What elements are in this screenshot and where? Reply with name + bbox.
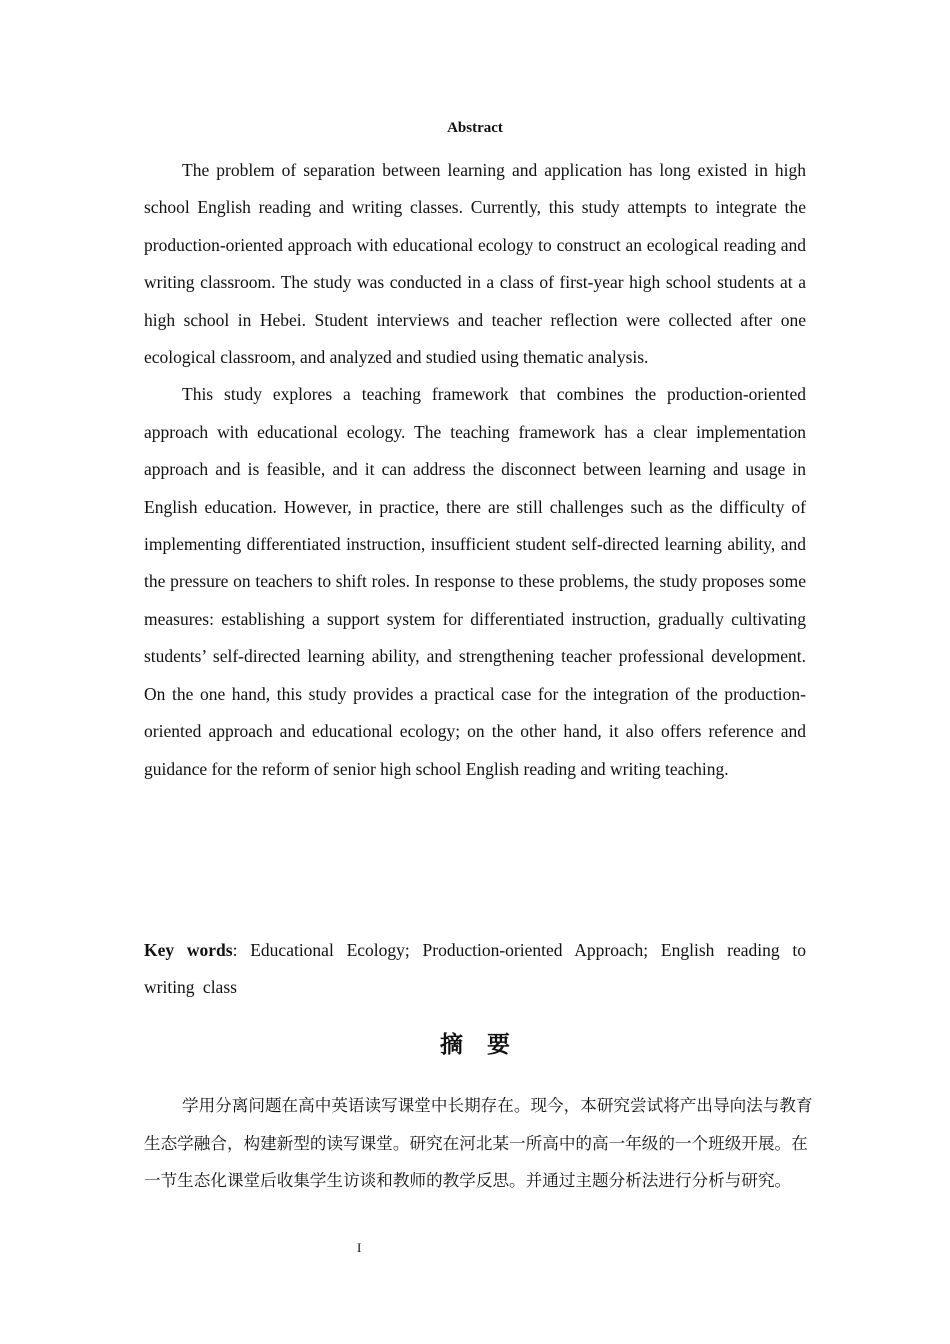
abstract-heading: Abstract xyxy=(447,120,503,136)
keywords-label: Key words xyxy=(144,940,233,960)
keywords-text: Educational Ecology; Production-oriented Approach; English reading to writing class xyxy=(144,940,806,998)
chinese-abstract-paragraph-1: 学用分离问题在高中英语读写课堂中长期存在。现今，本研究尝试将产出导向法与教育生态学融合，构建新型的读写课堂。研究在河北某一所高中的高一年级的一个班级开展。在一节生态化课堂后收集学生访谈和教师的教学反思。并通过主题分析法进行分析与研究。 xyxy=(144,1096,813,1190)
abstract-paragraph-1: The problem of separation between learning and application has long existed in high school English reading and writing classes. Currently, this study attempts to integrate the production-oriented approach with educational ecology to construct an ecological reading and writing classroom. The study was conducted in a class of first-year high school students at a high school in Hebei. Student interviews and teacher reflection were collected after one ecological classroom, and analyzed and studied using thematic analysis. xyxy=(144,160,806,368)
page-number: I xyxy=(357,1240,362,1255)
chinese-abstract-body xyxy=(144,1087,820,1200)
abstract-body xyxy=(144,152,806,788)
keywords-separator: : xyxy=(232,940,251,960)
chinese-abstract-heading: 摘要 xyxy=(440,1032,534,1058)
keywords-line xyxy=(144,932,806,1007)
abstract-paragraph-2: This study explores a teaching framework that combines the production-oriented approach with educational ecology. The teaching framework has a clear implementation approach and is feasible, and it can address the disconnect between learning and usage in English education. However, in practice, there are still challenges such as the difficulty of implementing differentiated instruction, insufficient student self-directed learning ability, and the pressure on teachers to shift roles. In response to these problems, the study proposes some measures: establishing a support system for differentiated instruction, gradually cultivating students’ self-directed learning ability, and strengthening teacher professional development. On the one hand, this study provides a practical case for the integration of the production-oriented approach and educational ecology; on the other hand, it also offers reference and guidance for the reform of senior high school English reading and writing teaching. xyxy=(144,384,806,779)
